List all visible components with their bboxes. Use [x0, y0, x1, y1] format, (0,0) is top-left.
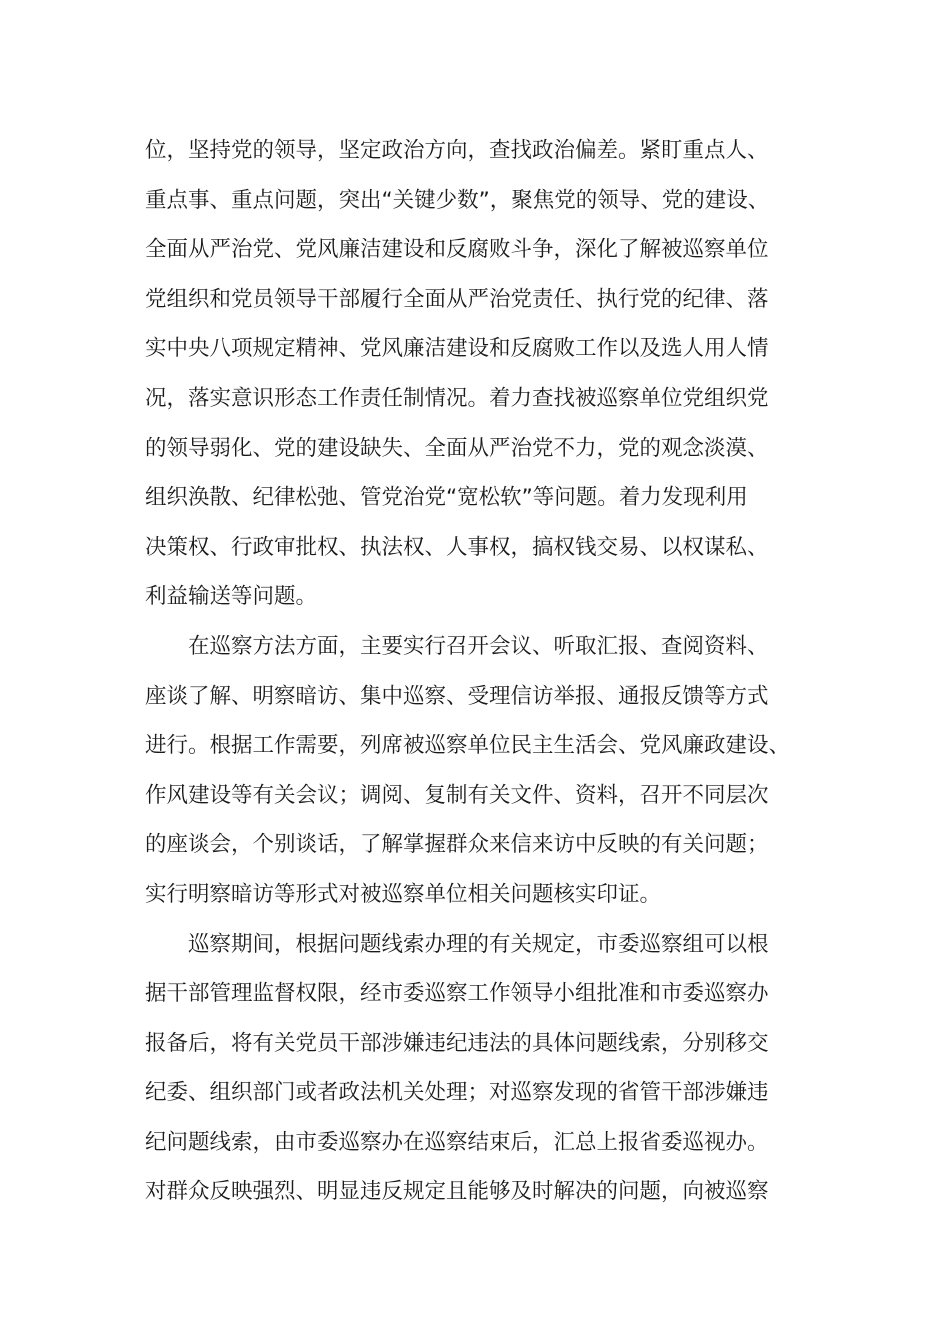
- text-line: 位，坚持党的领导，坚定政治方向，查找政治偏差。紧盯重点人、: [145, 138, 769, 163]
- text-line: 实中央八项规定精神、党风廉洁建设和反腐败工作以及选人用人情: [145, 336, 769, 362]
- text-line: 组织涣散、纪律松弛、管党治党“宽松软”等问题。着力发现利用: [145, 485, 748, 511]
- text-line: 报备后，将有关党员干部涉嫌违纪违法的具体问题线索，分别移交: [145, 1030, 769, 1056]
- text-line: 据干部管理监督权限，经市委巡察工作领导小组批准和市委巡察办: [145, 981, 769, 1007]
- text-line: 利益输送等问题。: [145, 584, 318, 610]
- text-line: 纪问题线索，由市委巡察办在巡察结束后，汇总上报省委巡视办。: [145, 1129, 769, 1155]
- text-line: 党组织和党员领导干部履行全面从严治党责任、执行党的纪律、落: [145, 286, 769, 312]
- text-line: 决策权、行政审批权、执法权、人事权，搞权钱交易、以权谋私、: [145, 534, 769, 560]
- text-line: 的座谈会，个别谈话，了解掌握群众来信来访中反映的有关问题；: [145, 832, 769, 858]
- text-line: 巡察期间，根据问题线索办理的有关规定，市委巡察组可以根: [188, 931, 769, 957]
- text-line: 况，落实意识形态工作责任制情况。着力查找被巡察单位党组织党: [145, 385, 769, 411]
- text-line: 在巡察方法方面，主要实行召开会议、听取汇报、查阅资料、: [188, 633, 769, 659]
- text-line: 的领导弱化、党的建设缺失、全面从严治党不力，党的观念淡漠、: [145, 435, 769, 461]
- document-body: [145, 126, 825, 1217]
- paragraph-1: [145, 126, 825, 622]
- text-line: 重点事、重点问题，突出“关键少数”，聚焦党的领导、党的建设、: [145, 187, 770, 213]
- text-line: 进行。根据工作需要，列席被巡察单位民主生活会、党风廉政建设、: [145, 733, 791, 759]
- text-line: 实行明察暗访等形式对被巡察单位相关问题核实印证。: [145, 881, 662, 907]
- text-line: 全面从严治党、党风廉洁建设和反腐败斗争，深化了解被巡察单位: [145, 237, 769, 263]
- text-line: 对群众反映强烈、明显违反规定且能够及时解决的问题，向被巡察: [145, 1179, 769, 1205]
- text-line: 座谈了解、明察暗访、集中巡察、受理信访举报、通报反馈等方式: [145, 683, 769, 709]
- paragraph-3: [145, 920, 825, 1218]
- text-line: 作风建设等有关会议；调阅、复制有关文件、资料，召开不同层次: [145, 782, 769, 808]
- paragraph-2: [145, 622, 825, 920]
- text-line: 纪委、组织部门或者政法机关处理；对巡察发现的省管干部涉嫌违: [145, 1080, 769, 1106]
